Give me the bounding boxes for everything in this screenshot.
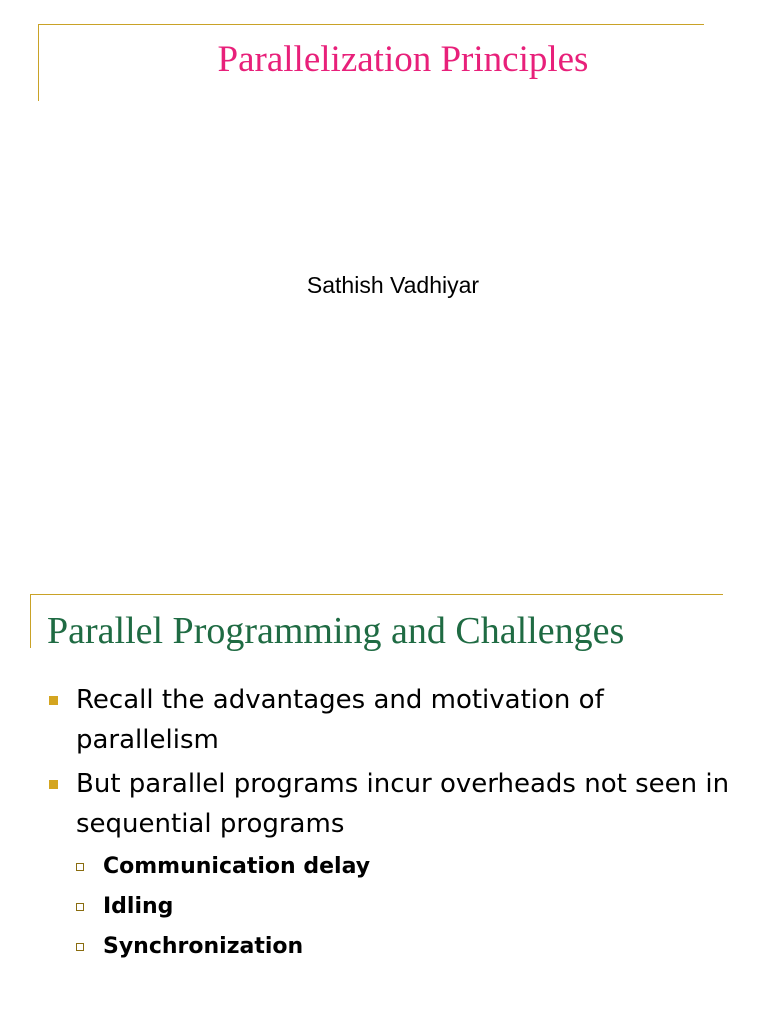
slide-content — [0, 512, 768, 1024]
presentation-title: Parallelization Principles — [217, 39, 589, 80]
sub-bullet-text: Communication delay — [103, 854, 371, 879]
sub-bullet-list — [76, 847, 745, 967]
bullet-list — [45, 680, 745, 971]
hollow-square-bullet-icon — [76, 863, 84, 871]
slide-heading: Parallel Programming and Challenges — [47, 610, 625, 652]
frame-top-line — [38, 24, 704, 25]
sub-bullet-text: Synchronization — [103, 934, 304, 959]
sub-bullet-item — [76, 887, 745, 927]
bullet-item — [45, 764, 745, 967]
bullet-item — [45, 680, 745, 760]
author-name: Sathish Vadhiyar — [306, 272, 480, 298]
hollow-square-bullet-icon — [76, 943, 84, 951]
sub-bullet-item — [76, 927, 745, 967]
bullet-text: Recall the advantages and motivation of parallelism — [76, 685, 604, 755]
hollow-square-bullet-icon — [76, 903, 84, 911]
sub-bullet-item — [76, 847, 745, 887]
frame-left-line — [30, 594, 31, 648]
square-bullet-icon — [49, 780, 58, 789]
bullet-text: But parallel programs incur overheads not seen in sequential programs — [76, 769, 730, 839]
square-bullet-icon — [49, 696, 58, 705]
frame-top-line — [30, 594, 723, 595]
sub-bullet-text: Idling — [103, 894, 174, 919]
